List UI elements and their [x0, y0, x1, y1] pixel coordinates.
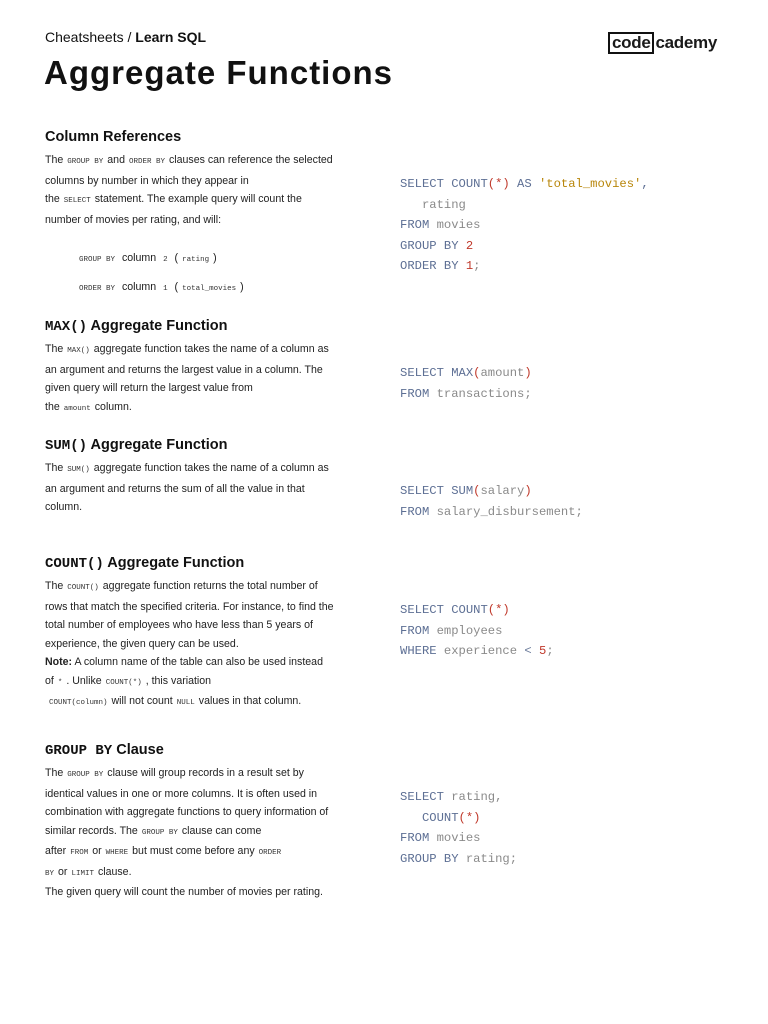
section-body: The SUM() aggregate function takes the name of a column as an argument and returns the sum of all the value in that column. [45, 462, 329, 513]
list-item: ORDER BY column 1 ( total_movies ) [79, 281, 244, 293]
breadcrumb [45, 29, 206, 45]
section-group-by-clause [45, 742, 340, 902]
code-block-count: SELECT COUNT(*) FROM employees WHERE experience < 5; [400, 603, 554, 658]
section-body: The MAX() aggregate function takes the name of a column as an argument and returns the largest value in a column. The given query will return the largest value from the amount column. [45, 343, 329, 413]
page-title: Aggregate Functions [44, 54, 394, 91]
section-sum-function [45, 437, 340, 517]
section-max-function [45, 318, 340, 418]
list-item: GROUP BY column 2 ( rating ) [79, 252, 217, 264]
code-block-group-by: SELECT rating, COUNT(*) FROM movies GROUP BY rating; [400, 790, 518, 866]
codecademy-logo[interactable] [608, 32, 717, 54]
section-heading: SUM() Aggregate Function [45, 437, 228, 454]
note-label: Note: [45, 656, 73, 668]
code-block-max: SELECT MAX(amount) FROM transactions; [400, 366, 532, 401]
section-column-references [45, 129, 340, 303]
section-count-function [45, 555, 340, 713]
logo-rest-text: cademy [655, 33, 718, 52]
section-heading: GROUP BY Clause [45, 742, 164, 759]
section-body: The GROUP BY and ORDER BY clauses can reference the selected columns by number in which they appear in the SELECT statement. The example query will count the number of movies per rating, and will: [45, 154, 333, 226]
list [45, 245, 340, 303]
section-heading: Column References [45, 129, 182, 145]
breadcrumb-current[interactable]: Learn SQL [135, 29, 207, 45]
section-body: The GROUP BY clause will group records in a result set by identical values in one or more columns. It is often used in combination with aggregate functions to query information of similar records. The GROUP BY clause can come after FROM or WHERE but must come before any ORDER BY or LIMIT clause. The given query will count the number of movies per rating. [45, 767, 329, 898]
logo-box-text: code [608, 32, 654, 54]
breadcrumb-prefix: Cheatsheets / [45, 29, 132, 45]
section-heading: MAX() Aggregate Function [45, 318, 228, 335]
code-block-sum: SELECT SUM(salary) FROM salary_disbursement; [400, 484, 583, 519]
code-block-column-references: SELECT COUNT(*) AS 'total_movies', rating FROM movies GROUP BY 2 ORDER BY 1; [400, 177, 649, 273]
section-body: The COUNT() aggregate function returns the total number of rows that match the specified criteria. For instance, to find the total number of employees who have less than 5 years of experience, the given query can be used. Note: A column name of the table can also be used instead of * . Unlike COUNT(*) , this variation COUNT(column) will not count NULL values in that column. [45, 580, 334, 707]
section-heading: COUNT() Aggregate Function [45, 555, 245, 572]
